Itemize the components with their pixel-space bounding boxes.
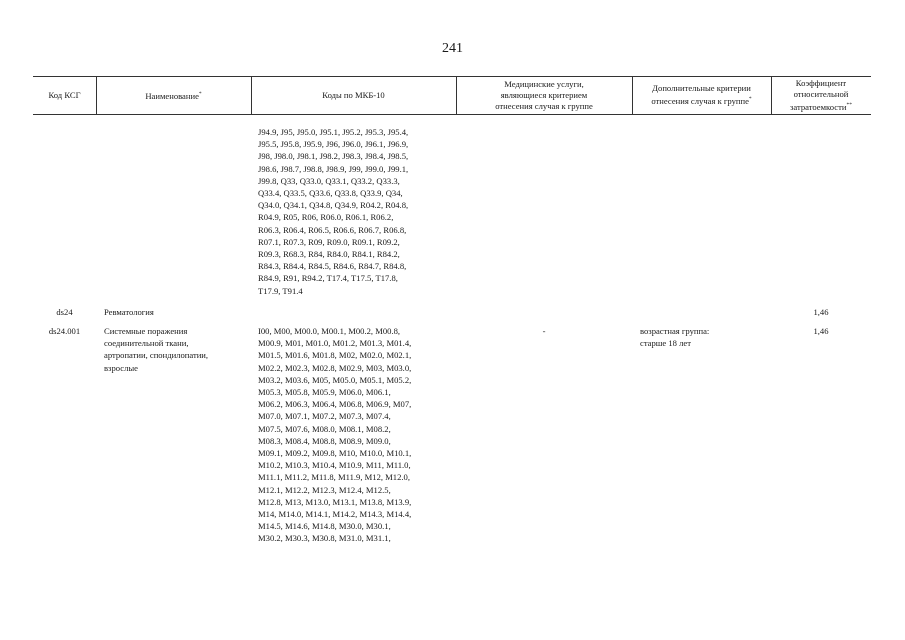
header-code (33, 76, 96, 114)
table-row-ds24-001-coef: 1,46 (813, 326, 829, 336)
header-coef-footnote-mark: ** (846, 101, 852, 108)
table-row-ds24-coef: 1,46 (813, 307, 829, 317)
header-services-label: Медицинские услуги, являющиеся критерием отнесения случая к группе (495, 78, 593, 111)
header-criteria-footnote-mark: * (748, 96, 752, 103)
table-row-continuation-mkb: J94.9, J95, J95.0, J95.1, J95.2, J95.3, J95.4, J95.5, J95.8, J95.9, J96, J96.0, J96.1, J96.9, J98, J98.0, J98.1, J98.2, J98.3, J98.4, J98.5, J98.6, J98.7, J98.8, J98.9, J99, J99.0, J99.1, J99.8, Q33, Q33.0, Q33.1, Q33.2, Q33.3, Q33.4, Q33.5, Q33.6, Q33.8, Q33.9, Q34, Q34.0, Q34.1, Q34.8, Q34.9, R04.2, R04.8, R04.9, R05, R06, R06.0, R06.1, R06.2, R06.3, R06.4, R06.5, R06.6, R06.7, R06.8, R07.1, R07.3, R09, R09.0, R09.1, R09.2, R09.3, R68.3, R84, R84.0, R84.1, R84.2, R84.3, R84.4, R84.5, R84.6, R84.7, R84.8, R84.9, R91, R94.2, T17.4, T17.5, T17.8, T17.9, T91.4 (258, 127, 409, 296)
header-mkb (251, 76, 456, 114)
header-name-label: Наименование (145, 90, 199, 101)
header-name-footnote-mark: * (198, 90, 202, 97)
table-row-ds24-001-services: - (542, 326, 546, 336)
table-row-ds24-001-name: Системные поражения соединительной ткани, артропатии, спондилопатии, взрослые (104, 326, 209, 373)
header-code-label: Код КСГ (48, 89, 81, 100)
header-name (96, 76, 251, 114)
page-number: 241 (442, 41, 463, 56)
table-row-ds24-name: Ревматология (104, 307, 154, 317)
header-coef-label: Коэффициент относительной затратоемкости (790, 77, 849, 112)
header-services (456, 76, 632, 114)
table-row-ds24-001-code: ds24.001 (48, 326, 81, 336)
header-mkb-label: Коды по МКБ-10 (322, 89, 385, 100)
header-criteria-label: Дополнительные критерии отнесения случая к группе (651, 83, 751, 106)
header-coef (771, 76, 871, 114)
table-row-ds24-code: ds24 (56, 307, 73, 317)
header-criteria (632, 76, 771, 114)
table-row-ds24-001-criteria: возрастная группа: старше 18 лет (640, 326, 710, 349)
table-header-rule (33, 114, 871, 115)
table-row-ds24-001-mkb: I00, M00, M00.0, M00.1, M00.2, M00.8, M00.9, M01, M01.0, M01.2, M01.3, M01.4, M01.5, M01.6, M01.8, M02, M02.0, M02.1, M02.2, M02.3, M02.8, M02.9, M03, M03.0, M03.2, M03.6, M05, M05.0, M05.1, M05.2, M05.3, M05.8, M05.9, M06.0, M06.1, M06.2, M06.3, M06.4, M06.8, M06.9, M07, M07.0, M07.1, M07.2, M07.3, M07.4, M07.5, M07.6, M08.0, M08.1, M08.2, M08.3, M08.4, M08.8, M08.9, M09.0, M09.1, M09.2, M09.8, M10, M10.0, M10.1, M10.2, M10.3, M10.4, M10.9, M11, M11.0, M11.1, M11.2, M11.8, M11.9, M12, M12.0, M12.1, M12.2, M12.3, M12.4, M12.5, M12.8, M13, M13.0, M13.1, M13.8, M13.9, M14, M14.0, M14.1, M14.2, M14.3, M14.4, M14.5, M14.6, M14.8, M30.0, M30.1, M30.2, M30.3, M30.8, M31.0, M31.1, (258, 326, 412, 544)
